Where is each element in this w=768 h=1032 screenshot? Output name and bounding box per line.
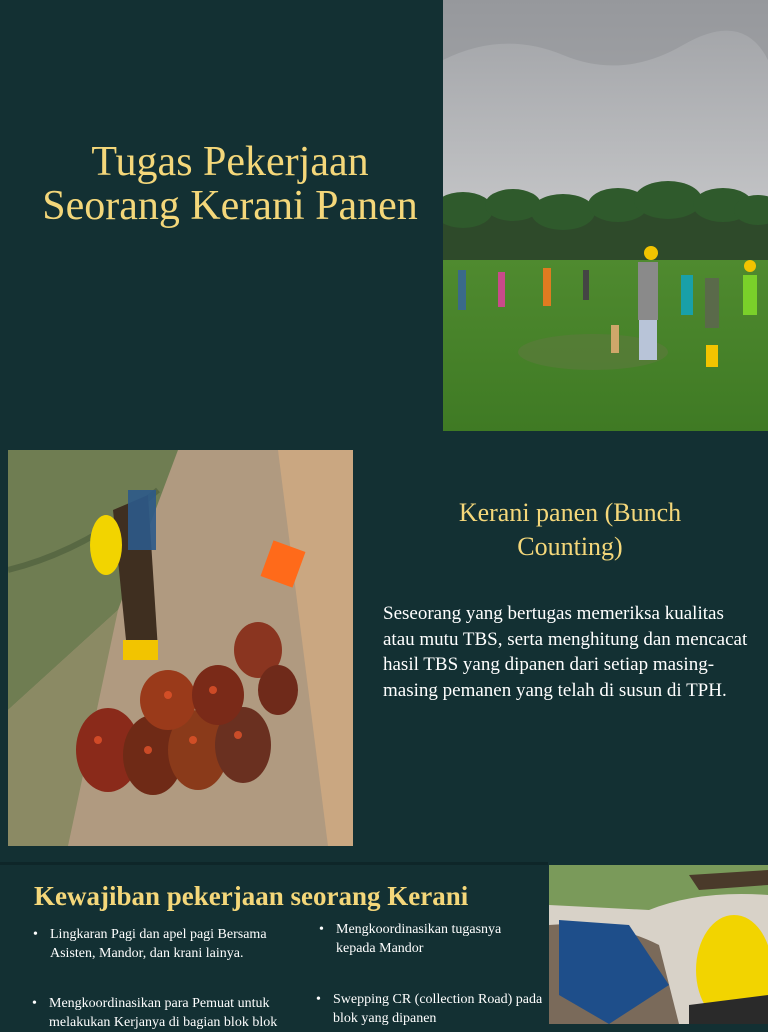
section-divider (0, 862, 548, 865)
duty-list-item (319, 920, 536, 958)
bullet-icon: • (32, 996, 37, 1011)
duty-list-item (32, 994, 317, 1032)
page-title: Tugas Pekerjaan Seorang Kerani Panen (42, 139, 418, 229)
section-description: Seseorang yang bertugas memeriksa kualitas atau mutu TBS, serta menghitung dan mencacat hasil TBS yang dipanen dari setiap masing-masing pemanen yang telah di susun di TPH. (383, 603, 748, 701)
duty-list-item (33, 925, 310, 963)
duty-text: Mengkoordinasikan para Pemuat untuk melakukan Kerjanya di bagian blok blok (49, 996, 278, 1030)
duty-list-item (316, 990, 543, 1028)
bullet-icon: • (319, 922, 324, 937)
bullet-icon: • (316, 992, 321, 1007)
bullet-icon: • (33, 927, 38, 942)
duties-heading: Kewajiban pekerjaan seorang Kerani (34, 881, 469, 911)
field-workers-photo (443, 0, 768, 431)
duty-text: Lingkaran Pagi dan apel pagi Bersama Asisten, Mandor, dan krani lainya. (50, 927, 267, 961)
worker-photo (549, 865, 768, 1024)
section-heading-bunch-counting: Kerani panen (Bunch Counting) (458, 498, 682, 561)
duty-text: Mengkoordinasikan tugasnya kepada Mandor (336, 922, 502, 956)
harvest-photo (8, 450, 353, 846)
duty-text: Swepping CR (collection Road) pada blok yang dipanen (333, 992, 543, 1026)
